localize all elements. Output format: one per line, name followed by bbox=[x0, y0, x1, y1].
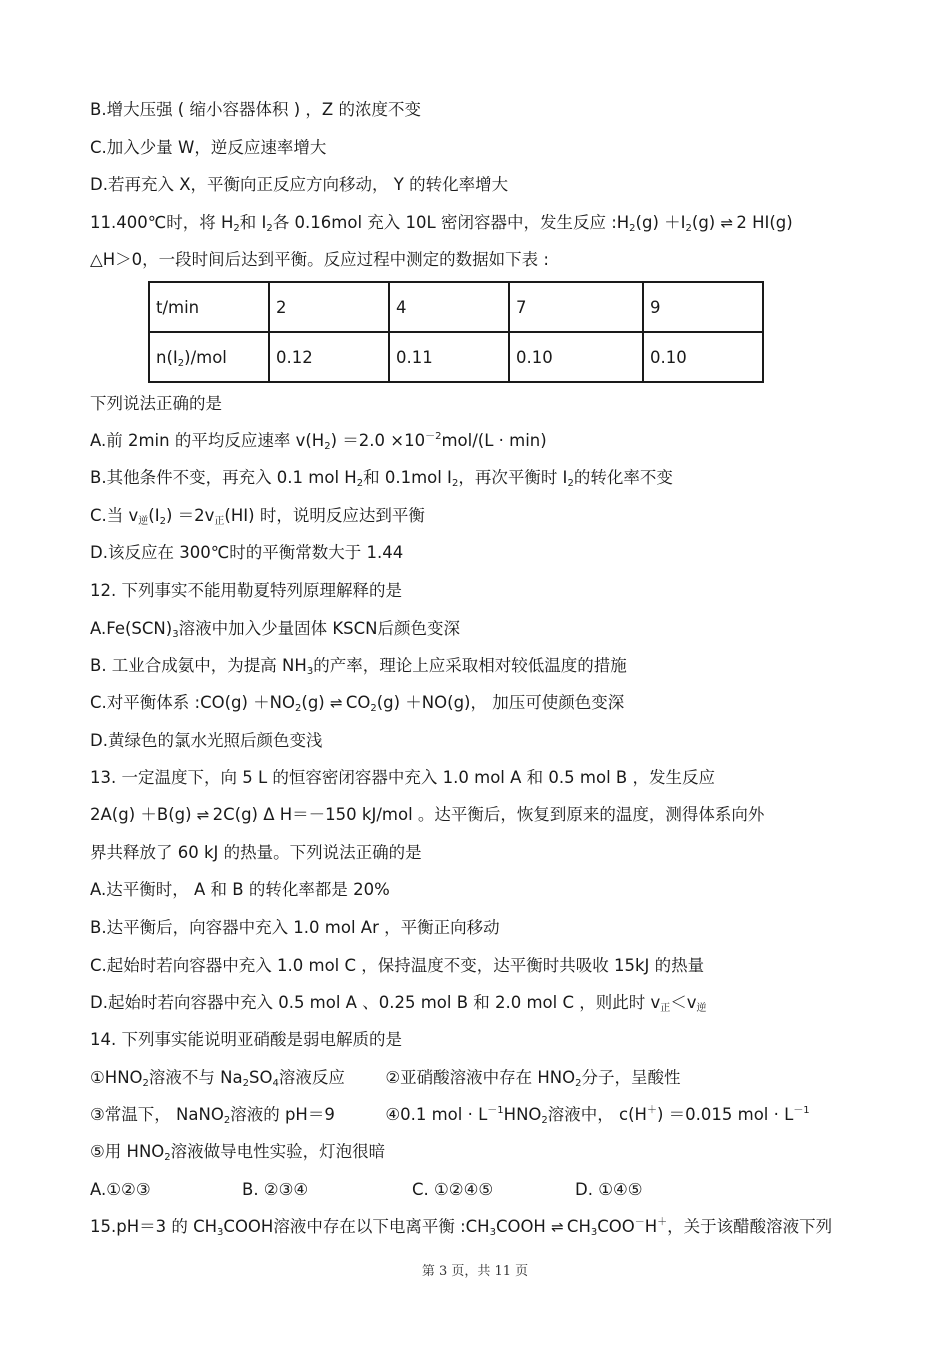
table-cell: 0.11 bbox=[389, 332, 509, 382]
table-cell: 0.12 bbox=[269, 332, 389, 382]
table-cell: 2 bbox=[269, 282, 389, 332]
equilibrium-arrow-icon: ⇌ bbox=[720, 214, 732, 232]
choice-b: B. ②③④ bbox=[242, 1180, 309, 1199]
q11-option-a: A.前 2min 的平均反应速率 $v(H_2) =2.0 \times 10^{-2}mol/(L \cdot \min)$ bbox=[90, 431, 547, 452]
q10-option-c: C.加入少量 W，逆反应速率增大 bbox=[90, 138, 327, 157]
q10-option-d: D.若再充入 X，平衡向正反应方向移动， Y 的转化率增大 bbox=[90, 175, 509, 194]
q13-stem-line2: 2A(g) ＋B(g) ⇌ 2C(g) Δ H＝－150 kJ/mol 。达平衡后，恢复到原来的温度，测得体系向外 bbox=[90, 805, 765, 824]
table-header-cell: $n(I_2)$/mol bbox=[149, 332, 269, 382]
table-row bbox=[149, 282, 763, 332]
q12-stem: 12. 下列事实不能用勒夏特列原理解释的是 bbox=[90, 581, 402, 600]
choice-a: A.①②③ bbox=[90, 1180, 151, 1199]
q11-stem-line2: △H＞0，一段时间后达到平衡。反应过程中测定的数据如下表 : bbox=[90, 250, 549, 269]
equilibrium-arrow-icon: ⇌ bbox=[330, 694, 341, 712]
q13-option-c: C.起始时若向容器中充入 1.0 mol C ，保持温度不变，达平衡时共吸收 15kJ 的热量 bbox=[90, 956, 705, 975]
q11-stem-line1: 11.400℃时，将 $H_2$和 $I_2$各 0.16mol 充入 10L 密闭容器中，发生反应 $:H_2(g) +I_2(g)$ ⇌ 2 HI(g) bbox=[90, 213, 793, 234]
q11-ask: 下列说法正确的是 bbox=[90, 394, 222, 413]
q13-option-d: D.起始时若向容器中充入 0.5 mol A 、0.25 mol B 和 2.0 mol C ，则此时 $v_正<v_逆$ bbox=[90, 993, 707, 1014]
q12-option-b: B. 工业合成氨中，为提高 $NH_3$的产率，理论上应采取相对较低温度的措施 bbox=[90, 656, 627, 677]
q14-statements-line3: ⑤用 $HNO_2$溶液做导电性实验，灯泡很暗 bbox=[90, 1142, 386, 1163]
q10-option-b: B.增大压强 ( 缩小容器体积 ) ，Z 的浓度不变 bbox=[90, 100, 421, 119]
table-cell: 0.10 bbox=[509, 332, 643, 382]
q13-option-a: A.达平衡时， A 和 B 的转化率都是 20% bbox=[90, 880, 390, 899]
q14-choices bbox=[90, 1179, 643, 1201]
q11-option-d: D.该反应在 300℃时的平衡常数大于 1.44 bbox=[90, 543, 404, 562]
table-cell: 7 bbox=[509, 282, 643, 332]
q14-statements-line2: ③常温下， NaNO$_2$溶液的 pH＝9 ④0.1 mol · $L^{-1}HNO_2$溶液中， c(H＋) ＝0.015 mol · $L^{-1}$ bbox=[90, 1105, 810, 1126]
q11-data-table bbox=[148, 281, 764, 383]
table-cell: 0.10 bbox=[643, 332, 763, 382]
choice-d: D. ①④⑤ bbox=[575, 1180, 643, 1199]
table-header-cell: t/min bbox=[149, 282, 269, 332]
q13-stem-line3: 界共释放了 60 kJ 的热量。下列说法正确的是 bbox=[90, 843, 422, 862]
q12-option-d: D.黄绿色的氯水光照后颜色变浅 bbox=[90, 731, 323, 750]
q15-stem: 15.pH＝3 的 $CH_3COOH$溶液中存在以下电离平衡 $:CH_3COOH$ ⇌ $CH_3COO^-H^+$，关于该醋酸溶液下列 bbox=[90, 1217, 833, 1238]
table-row bbox=[149, 332, 763, 382]
equilibrium-arrow-icon: ⇌ bbox=[196, 806, 208, 824]
table-cell: 4 bbox=[389, 282, 509, 332]
equilibrium-arrow-icon: ⇌ bbox=[551, 1218, 562, 1236]
q11-option-b: B.其他条件不变，再充入 0.1 mol $H_2$和 0.1mol $I_2$，再次平衡时 $I_2$的转化率不变 bbox=[90, 468, 673, 489]
table-cell: 9 bbox=[643, 282, 763, 332]
q14-stem: 14. 下列事实能说明亚硝酸是弱电解质的是 bbox=[90, 1030, 402, 1049]
q11-option-c: C.当 $v_逆(I_2) =2v_正(HI)$ 时，说明反应达到平衡 bbox=[90, 506, 425, 527]
page-footer: 第 3 页，共 11 页 bbox=[421, 1264, 529, 1279]
q12-option-c: C.对平衡体系 :CO(g) $+NO_2(g)$ ⇌ $CO_2(g) +NO(g)$， 加压可使颜色变深 bbox=[90, 693, 625, 714]
q14-statements-line1: $①HNO_2$溶液不与 $Na_2SO_4$溶液反应 ②亚硝酸溶液中存在 $HNO_2$分子，呈酸性 bbox=[90, 1068, 681, 1089]
q13-option-b: B.达平衡后，向容器中充入 1.0 mol Ar ，平衡正向移动 bbox=[90, 918, 500, 937]
q13-stem-line1: 13. 一定温度下，向 5 L 的恒容密闭容器中充入 1.0 mol A 和 0.5 mol B ，发生反应 bbox=[90, 768, 715, 787]
q12-option-a: $A.Fe(SCN)_3$溶液中加入少量固体 KSCN后颜色变深 bbox=[90, 619, 460, 640]
choice-c: C. ①②④⑤ bbox=[412, 1180, 494, 1199]
